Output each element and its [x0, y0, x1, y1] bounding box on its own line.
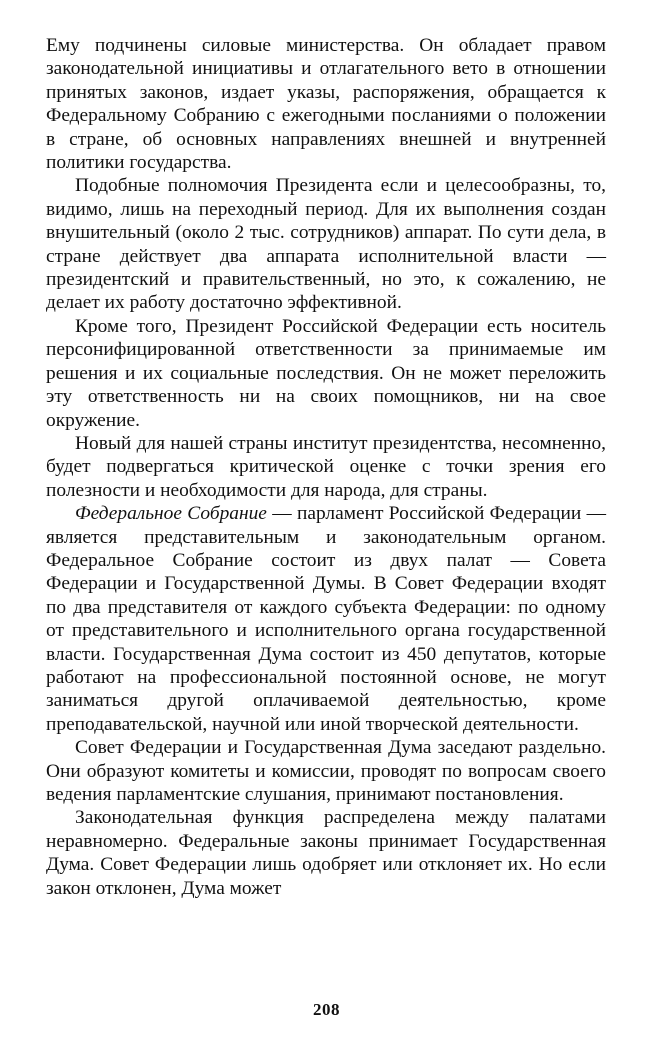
paragraph-transitional-period — [46, 174, 606, 314]
book-page-text — [46, 34, 606, 900]
paragraph-text: Ему подчинены силовые министерства. Он обладает правом законодательной инициативы и отлагательного вето в отношении принятых законов, издает указы, распоряжения, обращается к Федеральному Собранию с ежегодными посланиями о положении в стране, об основных направлениях внешней и внутренней политики государства. — [46, 35, 606, 174]
paragraph-text: Кроме того, Президент Российской Федерации есть носитель персонифицированной ответственности за принимаемые им решения и их социальные последствия. Он не может переложить эту ответственность ни на своих помощников, ни на свое окружение. — [46, 315, 606, 431]
paragraph-personal-responsibility — [46, 315, 606, 432]
paragraph-text: Подобные полномочия Президента если и целесообразны, то, видимо, лишь на переходный период. Для их выполнения создан внушительный (около 2 тыс. сотрудников) аппарат. По сути дела, в стране действует два аппарата исполнительной власти — президентский и правительственный, но это, к сожалению, не делает их работу достаточно эффективной. — [46, 175, 606, 314]
paragraph-federal-assembly — [46, 502, 606, 736]
paragraph-chambers-sessions — [46, 736, 606, 806]
paragraph-text: — парламент Российской Федерации — является представительным и законодательным органом. Федеральное Собрание состоит из двух палат — Совета Федерации и Государственной Думы. В Совет Федерации входят по два представителя от каждого субъекта Федерации: по одному от представительного и исполнительного органа государственной власти. Государственная Дума состоит из 450 депутатов, которые работают на профессиональной постоянной основе, не могут заниматься другой оплачиваемой деятельностью, кроме преподавательской, научной или иной творческой деятельности. — [46, 503, 606, 735]
paragraph-text: Новый для нашей страны институт президентства, несомненно, будет подвергаться критической оценке с точки зрения его полезности и необходимости для народа, для страны. — [46, 432, 606, 501]
paragraph-legislative-function — [46, 806, 606, 900]
paragraph-text: Законодательная функция распределена между палатами неравномерно. Федеральные законы принимает Государственная Дума. Совет Федерации лишь одобряет или отклоняет их. Но если закон отклонен, Дума может — [46, 807, 606, 899]
term-federal-assembly: Федеральное Собрание — [75, 503, 267, 525]
paragraph-presidency-institution — [46, 432, 606, 502]
paragraph-president-powers — [46, 34, 606, 174]
page-number: 208 — [313, 1000, 340, 1019]
paragraph-text: Совет Федерации и Государственная Дума заседают раздельно. Они образуют комитеты и комиссии, проводят по вопросам своего ведения парламентские слушания, принимают постановления. — [46, 737, 606, 805]
